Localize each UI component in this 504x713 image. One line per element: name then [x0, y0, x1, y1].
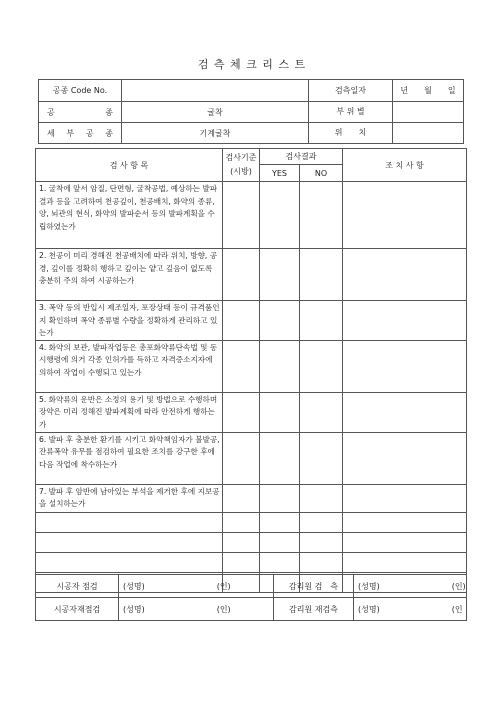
date-label: 검측일자: [309, 80, 393, 101]
col-header-no: NO: [300, 165, 343, 182]
table-row: [36, 182, 467, 249]
standard-cell[interactable]: [223, 340, 260, 392]
action-cell[interactable]: [343, 552, 467, 572]
check-item-text: 2. 천공이 미리 경해진 천공배치에 따라 위치, 방향, 공경, 깊이를 정확히 행하고 깊이는 얕고 깊음이 없도록 충분히 주의 하여 시공하는가: [36, 249, 223, 301]
yes-cell[interactable]: [260, 182, 300, 249]
table-row: [36, 340, 467, 392]
detail-work-value[interactable]: 기계굴착: [122, 123, 309, 144]
yes-cell[interactable]: [260, 552, 300, 572]
date-field[interactable]: 년 월 일: [400, 86, 456, 95]
yes-cell[interactable]: [260, 432, 300, 484]
work-type-label: 공 종: [39, 102, 122, 123]
yes-cell[interactable]: [260, 392, 300, 432]
no-cell[interactable]: [300, 552, 343, 572]
check-item-text: 5. 화약류의 운반은 소정의 용기 및 방법으로 수행하며 장약은 미리 정해진 발파계획에 따라 안전하게 행하는가: [36, 392, 223, 432]
yes-cell[interactable]: [260, 340, 300, 392]
table-row: [36, 484, 467, 512]
standard-cell[interactable]: [223, 512, 260, 532]
action-cell[interactable]: [343, 392, 467, 432]
action-cell[interactable]: [343, 301, 467, 341]
empty-row: [36, 552, 467, 572]
item-cell[interactable]: [36, 532, 223, 552]
yes-cell[interactable]: [260, 484, 300, 512]
action-cell[interactable]: [343, 182, 467, 249]
action-cell[interactable]: [343, 432, 467, 484]
supervisor-reinspect-signature[interactable]: (성명) (인: [354, 598, 467, 621]
item-cell[interactable]: [36, 512, 223, 532]
header-info-table: [38, 79, 464, 144]
standard-cell[interactable]: [223, 182, 260, 249]
no-cell[interactable]: [300, 484, 343, 512]
table-row: [36, 301, 467, 341]
standard-cell[interactable]: [223, 301, 260, 341]
table-row: [36, 392, 467, 432]
part-label: 부 위 별: [309, 102, 393, 122]
action-cell[interactable]: [343, 484, 467, 512]
detail-work-label: 세 부 공 종: [39, 123, 122, 144]
standard-cell[interactable]: [223, 532, 260, 552]
part-field[interactable]: [393, 102, 463, 122]
col-header-result: 검사결과: [260, 149, 343, 165]
code-field[interactable]: [122, 80, 309, 102]
no-cell[interactable]: [300, 301, 343, 341]
item-cell[interactable]: [36, 552, 223, 572]
location-label: 위 치: [309, 123, 393, 143]
supervisor-reinspect-label: 감리원 재검측: [274, 598, 354, 621]
no-cell[interactable]: [300, 392, 343, 432]
standard-cell[interactable]: [223, 484, 260, 512]
check-item-text: 1. 굴착에 앞서 암질, 단면형, 굴착공법, 예상하는 발파결과 등을 고려하여 천공깊이, 천공배치, 화약의 종류, 양, 뇌관의 현식, 화약의 발파순서 등의 발파계획을 수립하였는가: [36, 182, 223, 249]
yes-cell[interactable]: [260, 249, 300, 301]
standard-cell[interactable]: [223, 432, 260, 484]
col-header-standard: 검사기준 (시방): [223, 149, 260, 182]
table-row: [36, 249, 467, 301]
work-type-value[interactable]: 굴착: [122, 102, 309, 123]
standard-cell[interactable]: [223, 552, 260, 572]
yes-cell[interactable]: [260, 301, 300, 341]
yes-cell[interactable]: [260, 512, 300, 532]
check-item-text: 6. 발파 후 충분한 환기를 시키고 화약책임자가 불발공, 잔류폭약 유무를 점검하여 필요한 조치를 강구한 후에 다음 작업에 착수하는가: [36, 432, 223, 484]
standard-cell[interactable]: [223, 249, 260, 301]
check-item-text: 4. 화약의 보관, 발파작업등은 총포화약류단속법 및 동시행령에 의거 각종 인허가를 득하고 자격증소지자에 의하여 작업이 수행되고 있는가: [36, 340, 223, 392]
supervisor-inspect-label: 감리원 검 측: [274, 575, 354, 598]
action-cell[interactable]: [343, 340, 467, 392]
table-row: [36, 432, 467, 484]
code-label: 공종 Code No.: [39, 80, 122, 102]
yes-cell[interactable]: [260, 532, 300, 552]
standard-cell[interactable]: [223, 392, 260, 432]
action-cell[interactable]: [343, 532, 467, 552]
builder-recheck-signature[interactable]: (성명) (인): [119, 598, 274, 621]
col-header-items: 검 사 항 목: [36, 149, 223, 182]
location-field[interactable]: [393, 123, 463, 143]
no-cell[interactable]: [300, 532, 343, 552]
empty-row: [36, 532, 467, 552]
builder-check-signature[interactable]: (성명) (인): [119, 575, 274, 598]
no-cell[interactable]: [300, 512, 343, 532]
empty-row: [36, 512, 467, 532]
check-item-text: 3. 폭약 등의 반입시 제조일자, 포장상태 등이 규격품인지 확인하며 폭약 종류별 수량을 정확하게 관리하고 있는가: [36, 301, 223, 341]
signature-table: [35, 574, 467, 621]
no-cell[interactable]: [300, 249, 343, 301]
supervisor-inspect-signature[interactable]: (성명) (인): [354, 575, 467, 598]
no-cell[interactable]: [300, 432, 343, 484]
builder-check-label: 시공자 점검: [36, 575, 119, 598]
col-header-action: 조 치 사 항: [343, 149, 467, 182]
no-cell[interactable]: [300, 340, 343, 392]
no-cell[interactable]: [300, 182, 343, 249]
col-header-yes: YES: [260, 165, 300, 182]
builder-recheck-label: 시공자재점검: [36, 598, 119, 621]
action-cell[interactable]: [343, 512, 467, 532]
page-title: 검 측 체 크 리 스 트: [197, 58, 307, 71]
check-item-text: 7. 발파 후 암반에 남아있는 부석을 제거한 후에 지보공을 설치하는가: [36, 484, 223, 512]
action-cell[interactable]: [343, 249, 467, 301]
checklist-table: [35, 148, 467, 593]
